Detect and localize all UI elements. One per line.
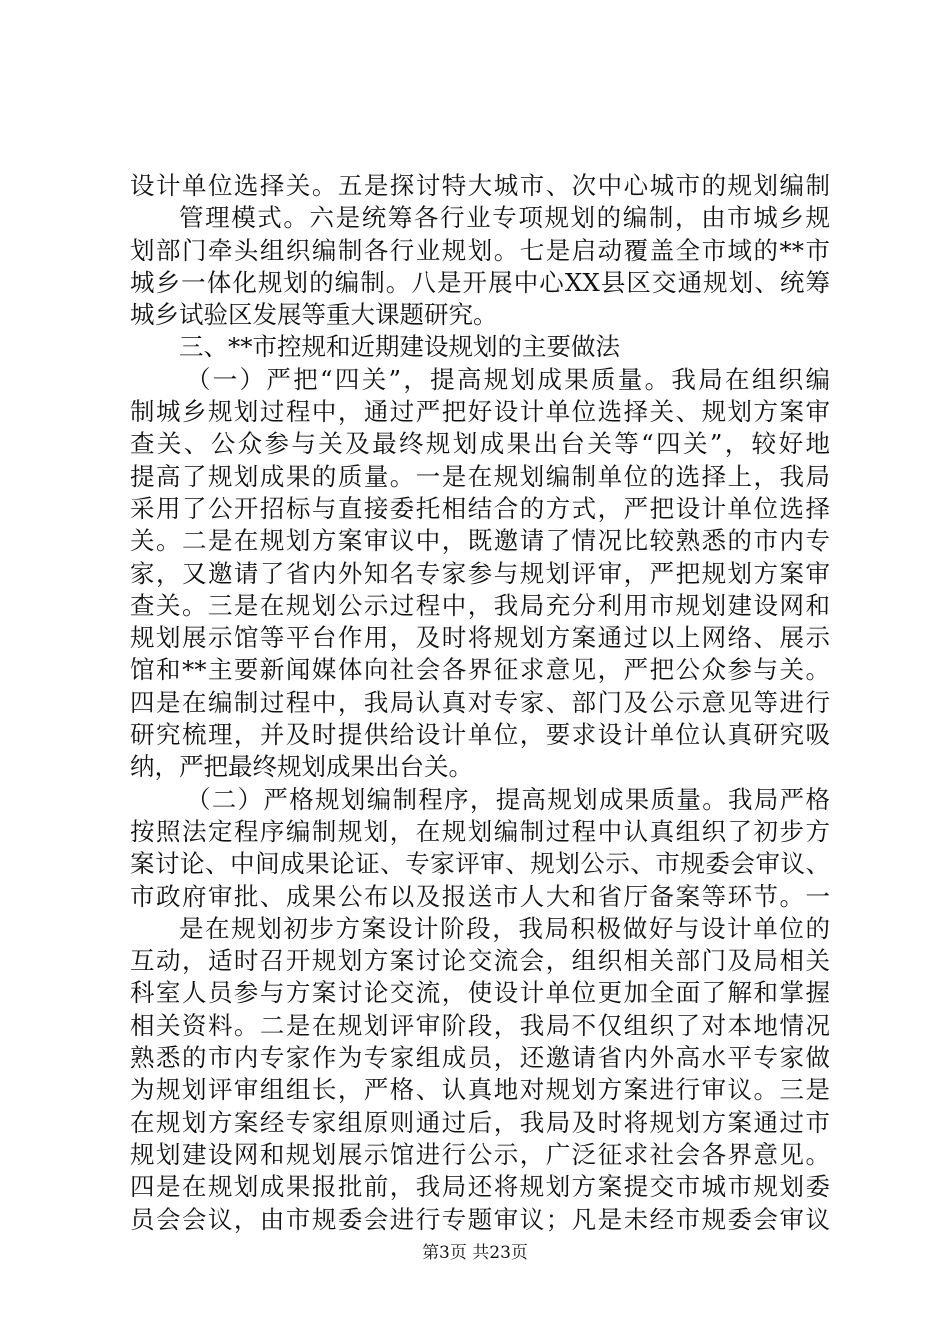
text-line: 制城乡规划过程中，通过严把好设计单位选择关、规划方案审 [130,397,830,427]
text-line: 按照法定程序编制规划，在规划编制过程中认真组织了初步方 [130,816,830,846]
text-line: 为规划评审组组长，严格、认真地对规划方案进行审议。三是 [130,1075,830,1105]
text-line: 划部门牵头组织编制各行业规划。七是启动覆盖全市域的**市 [130,235,830,265]
text-line: 城乡一体化规划的编制。八是开展中心XX县区交通规划、统筹 [130,267,830,297]
text-line: 设计单位选择关。五是探讨特大城市、次中心城市的规划编制 [130,171,830,200]
page-footer [0,1242,950,1264]
text-line: 采用了公开招标与直接委托相结合的方式，严把设计单位选择 [130,493,830,523]
text-line: 关。二是在规划方案审议中，既邀请了情况比较熟悉的市内专 [130,526,830,556]
text-line: 提高了规划成果的质量。一是在规划编制单位的选择上，我局 [130,461,830,491]
text-line: 员会会议，由市规委会进行专题审议；凡是未经市规委会审议 [130,1204,830,1234]
text-line: 规划建设网和规划展示馆进行公示，广泛征求社会各界意见。 [130,1139,830,1169]
text-line: 案讨论、中间成果论证、专家评审、规划公示、市规委会审议、 [130,849,830,879]
text-line: （二）严格规划编制程序，提高规划成果质量。我局严格 [186,784,830,814]
text-line: 管理模式。六是统筹各行业专项规划的编制，由市城乡规 [179,203,830,233]
text-line: 科室人员参与方案讨论交流，使设计单位更加全面了解和掌握 [130,978,830,1008]
text-line: 相关资料。二是在规划评审阶段，我局不仅组织了对本地情况 [130,1010,830,1040]
text-line: 熟悉的市内专家作为专家组成员，还邀请省内外高水平专家做 [130,1043,830,1073]
text-line: （一）严把“四关”，提高规划成果质量。我局在组织编 [186,364,830,394]
text-line: 互动，适时召开规划方案讨论交流会，组织相关部门及局相关 [130,946,830,976]
text-line: 四是在编制过程中，我局认真对专家、部门及公示意见等进行 [130,687,830,717]
text-line: 研究梳理，并及时提供给设计单位，要求设计单位认真研究吸 [130,720,830,750]
text-line: 纳，严把最终规划成果出台关。 [130,752,473,782]
text-line: 四是在规划成果报批前，我局还将规划方案提交市城市规划委 [130,1172,830,1202]
text-line: 规划展示馆等平台作用，及时将规划方案通过以上网络、展示 [130,623,830,653]
text-line: 查关、公众参与关及最终规划成果出台关等“四关”，较好地 [130,429,830,459]
section-heading: 三、**市控规和近期建设规划的主要做法 [179,332,620,362]
body-text [130,170,830,1236]
text-line: 市政府审批、成果公布以及报送市人大和省厅备案等环节。一 [130,881,830,911]
text-line: 家，又邀请了省内外知名专家参与规划评审，严把规划方案审 [130,558,830,588]
text-line: 城乡试验区发展等重大课题研究。 [130,300,498,330]
text-line: 馆和**主要新闻媒体向社会各界征求意见，严把公众参与关。 [130,655,830,685]
page-number: 第3页 共23页 [422,1243,528,1263]
text-line: 是在规划初步方案设计阶段，我局积极做好与设计单位的 [179,913,830,943]
text-line: 在规划方案经专家组原则通过后，我局及时将规划方案通过市 [130,1107,830,1137]
text-line: 查关。三是在规划公示过程中，我局充分利用市规划建设网和 [130,590,830,620]
